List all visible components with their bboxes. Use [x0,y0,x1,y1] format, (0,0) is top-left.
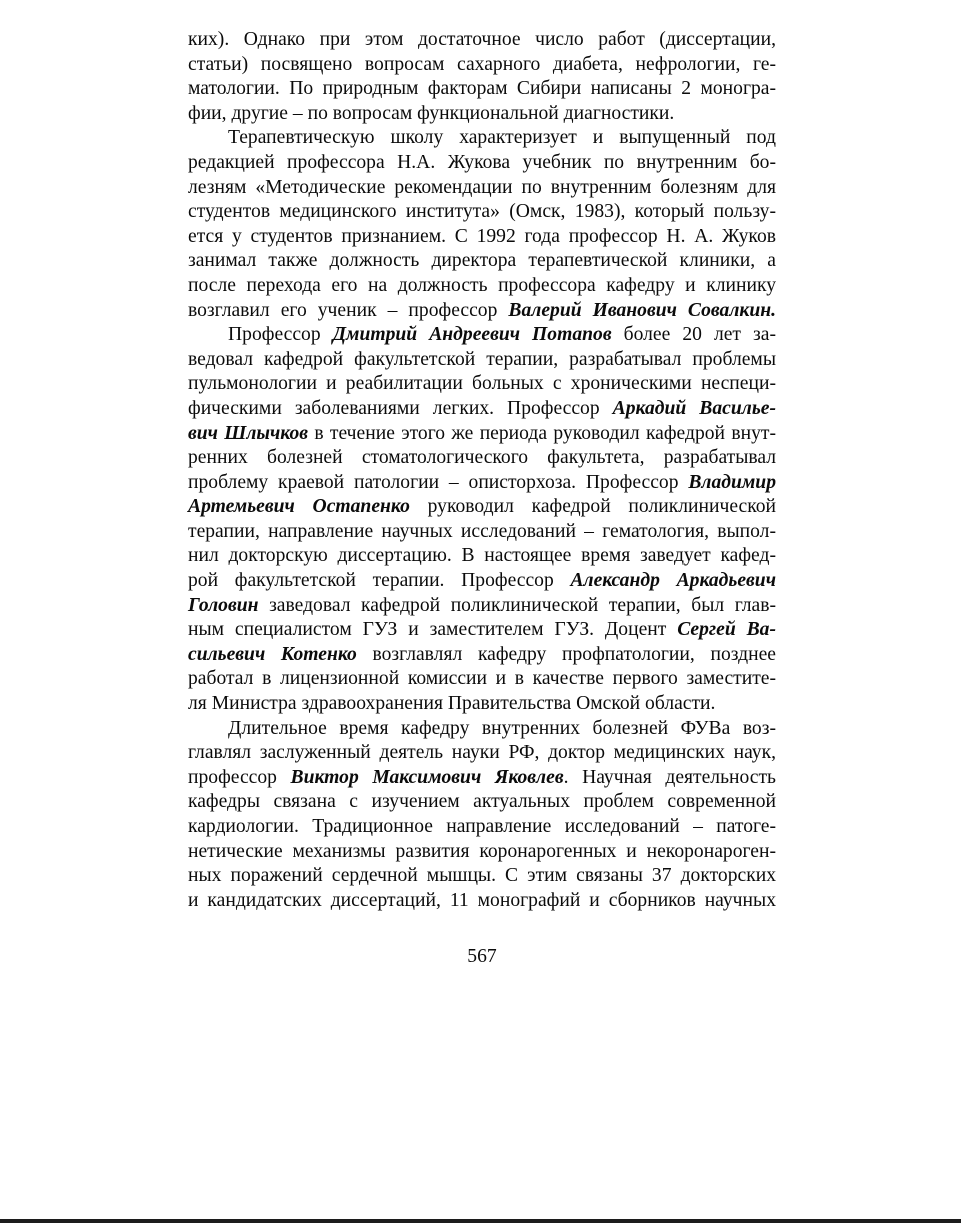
line-text: нетические механизмы развития коронарогенных и некоронароген- [188,840,776,862]
paragraph [188,323,776,717]
line-text [188,570,776,591]
line-text: после перехода его на должность профессора кафедру и клинику [188,274,776,296]
line-text: пульмонологии и реабилитации больных с хроническими неспеци- [188,373,776,395]
line-text: статьи) посвящено вопросам сахарного диабета, нефрологии, ге- [188,53,776,75]
person-name: Дмитрий Андреевич Потапов [332,324,612,346]
line-text [188,619,776,640]
text-line [188,692,776,717]
person-name: вич Шлычков [188,422,308,444]
paragraph [188,126,776,323]
text-line [188,766,776,791]
line-text: и кандидатских диссертаций, 11 монографий и сборников научных [188,889,776,911]
person-name: Сергей Ва- [677,619,776,641]
text-line [188,372,776,397]
text-line [188,200,776,225]
line-text: студентов медицинского института» (Омск, 1983), который пользу- [188,201,776,223]
text-line [188,102,776,127]
line-text: ведовал кафедрой факультетской терапии, разрабатывал проблемы [188,348,776,370]
text-segment: заведовал кафедрой поликлинической терапии, был глав- [258,594,776,616]
text-segment: в течение этого же периода руководил кафедрой внут- [308,422,776,444]
page-number: 567 [467,946,497,967]
line-text: кафедры связана с изучением актуальных проблем современной [188,791,776,813]
line-text: кардиологии. Традиционное направление исследований – патоге- [188,816,776,837]
paragraph [188,717,776,914]
page-body-text [188,28,776,913]
text-line [188,446,776,471]
line-text: Терапевтическую школу характеризует и выпущенный под [228,127,776,149]
text-line [188,397,776,422]
text-line [188,28,776,53]
text-line [188,790,776,815]
text-segment: более 20 лет за- [611,324,776,346]
text-line [188,840,776,865]
text-line [188,889,776,914]
line-text [188,496,776,517]
scan-border-line [0,1219,961,1223]
text-line [188,544,776,569]
text-line [188,274,776,299]
line-text: фии, другие – по вопросам функциональной диагностики. [188,102,675,124]
text-segment: профессор [188,766,291,788]
text-line [188,864,776,889]
text-segment: возглавлял кафедру профпатологии, позднее [356,643,776,665]
person-name: Аркадий Василье- [612,397,776,419]
text-line [188,77,776,102]
line-text: занимал также должность директора терапевтической клиники, а [188,250,776,272]
text-segment: возглавил его ученик – профессор [188,299,509,321]
text-line [188,569,776,594]
text-line [188,299,776,324]
text-line [188,53,776,78]
text-line [188,151,776,176]
text-segment: руководил кафедрой поликлинической [409,496,777,518]
line-text: нил докторскую диссертацию. В настоящее время заведует кафед- [188,545,776,567]
line-text: терапии, направление научных исследований – гематология, выпол- [188,520,776,542]
line-text: главлял заслуженный деятель науки РФ, доктор медицинских наук, [188,742,776,764]
line-text: ких). Однако при этом достаточное число работ (диссертации, [188,29,776,50]
text-line [188,594,776,619]
paragraph [188,28,776,126]
text-line [188,495,776,520]
line-text [188,472,776,493]
text-line [188,618,776,643]
line-text [188,423,776,444]
text-line [188,126,776,151]
line-text: ля Министра здравоохранения Правительства Омской области. [188,693,716,715]
line-text [188,398,776,419]
text-segment: ным специалистом ГУЗ и заместителем ГУЗ. Доцент [188,619,678,641]
line-text: ных поражений сердечной мышцы. С этим связаны 37 докторских [188,865,776,887]
text-line [188,520,776,545]
person-name: Валерий Иванович Совалкин. [508,299,776,321]
person-name: Владимир [688,471,776,493]
text-line [188,667,776,692]
text-segment: проблему краевой патологии – описторхоза. Профессор [188,471,689,493]
line-text [188,644,776,665]
line-text [228,324,776,345]
text-segment: рой факультетской терапии. Профессор [188,570,571,592]
text-line [188,249,776,274]
text-line [188,741,776,766]
line-text [188,595,776,616]
text-line [188,422,776,447]
person-name: Виктор Максимович Яковлев [290,766,564,788]
line-text: матологии. По природным факторам Сибири написаны 2 моногра- [188,78,776,100]
line-text: редакцией профессора Н.А. Жукова учебник по внутренним бо- [188,151,776,173]
line-text: работал в лицензионной комиссии и в качестве первого заместите- [188,668,776,690]
line-text: ренних болезней стоматологического факультета, разрабатывал [188,447,776,469]
text-line [188,176,776,201]
text-line [188,815,776,840]
text-line [188,323,776,348]
person-name: Александр Аркадьевич [570,570,776,592]
person-name: сильевич Котенко [188,643,357,665]
text-line [188,225,776,250]
text-segment: Профессор [228,324,333,346]
text-line [188,643,776,668]
line-text [188,300,776,321]
line-text [188,767,776,788]
person-name: Головин [188,594,259,616]
text-segment: . Научная деятельность [563,766,776,788]
person-name: Артемьевич Остапенко [188,496,410,518]
text-line [188,471,776,496]
text-segment: фическими заболеваниями легких. Профессор [188,397,613,419]
line-text: ется у студентов признанием. С 1992 года профессор Н. А. Жуков [188,225,776,247]
line-text: Длительное время кафедру внутренних болезней ФУВа воз- [228,717,776,739]
text-line [188,348,776,373]
text-line [188,717,776,742]
line-text: лезням «Методические рекомендации по внутренним болезням для [188,176,776,198]
